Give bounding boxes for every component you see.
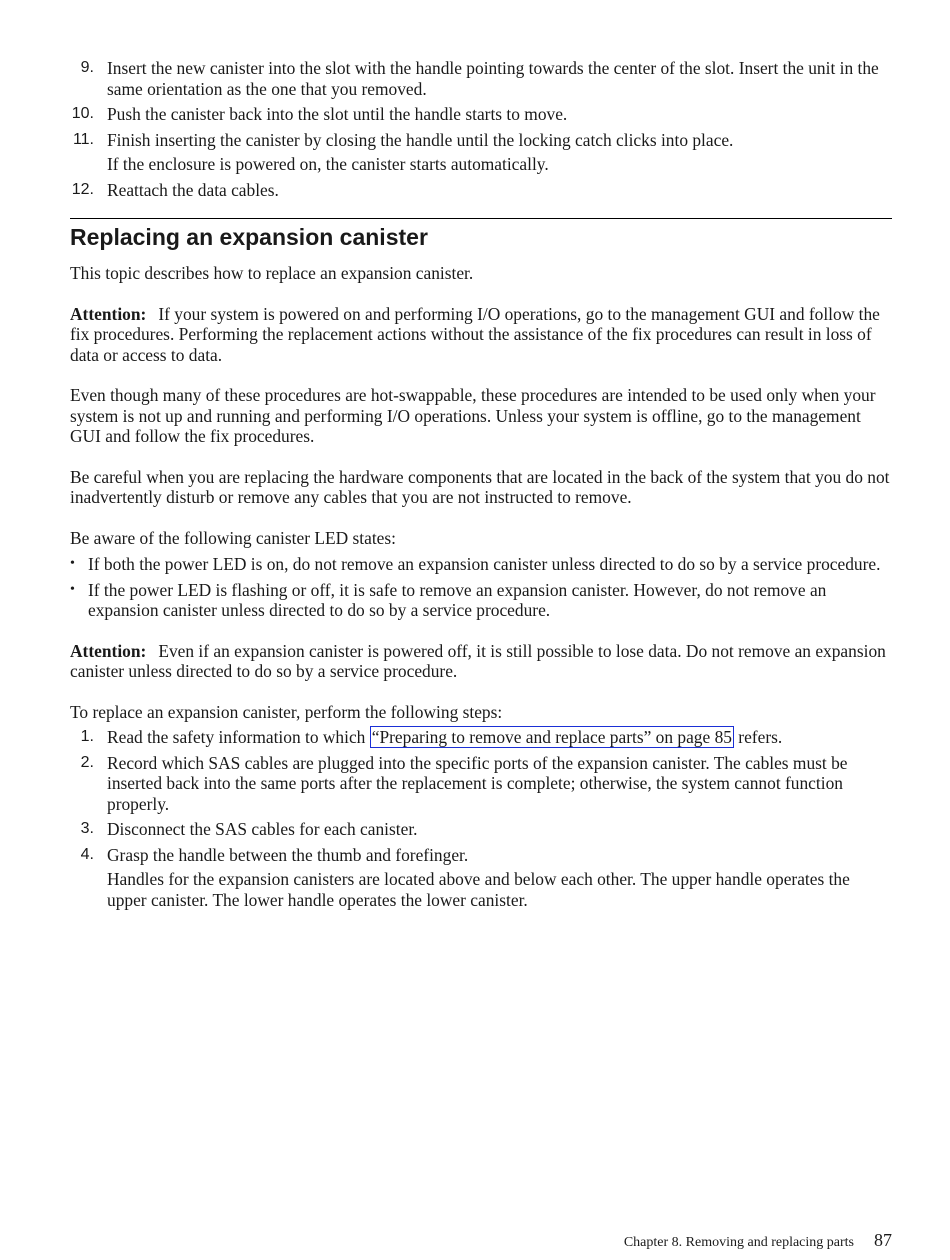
attention-paragraph [70,304,892,366]
bullet-icon: • [70,581,75,597]
list-item [70,580,892,621]
step-item [70,130,892,175]
led-state-list [70,554,892,621]
step-item [70,104,892,125]
step-text: Push the canister back into the slot until the handle starts to move. [107,104,568,124]
step-number: 2. [80,753,94,771]
step-item [70,845,892,911]
page-number: 87 [874,1230,892,1250]
safety-info-link[interactable]: “Preparing to remove and replace parts” on page 85 [371,727,732,747]
section-divider [70,218,892,219]
step-text: Reattach the data cables. [107,179,279,200]
document-page [70,58,892,915]
step-number: 4. [80,845,94,863]
step-text: Disconnect the SAS cables for each canister. [107,819,418,839]
steps-intro: To replace an expansion canister, perform the following steps: [70,701,503,722]
page-footer [624,1230,892,1253]
step-number: 9. [80,59,94,76]
step-item [70,58,892,99]
attention-label: Attention: [70,303,147,324]
step-number: 12. [71,180,94,198]
continued-steps-list [70,58,892,200]
intro-paragraph: This topic describes how to replace an expansion canister. [70,263,474,283]
section-title: Replacing an expansion canister [70,224,428,250]
attention-text: Even if an expansion canister is powered off, it is still possible to lose data. Do not remove an expansion canister unless directed to do so by a service procedure. [70,640,886,681]
step-number: 11. [72,130,94,148]
step-note: Handles for the expansion canisters are located above and below each other. The upper handle operates the upper canister. The lower handle operates the lower canister. [107,869,850,910]
step-text: Grasp the handle between the thumb and forefinger. [107,844,469,865]
step-text: Finish inserting the canister by closing the handle until the locking catch clicks into place. [107,129,734,150]
step-text: Insert the new canister into the slot with the handle pointing towards the center of the slot. Insert the unit in the same orientation as the one that you removed. [107,58,879,99]
step-item [70,819,892,840]
led-intro: Be aware of the following canister LED states: [70,527,396,548]
bullet-text: If the power LED is flashing or off, it is safe to remove an expansion canister. However, do not remove an expansion canister unless directed to do so by a service procedure. [88,579,827,620]
chapter-title: Chapter 8. Removing and replacing parts [623,1235,854,1250]
step-text: Read the safety information to which [107,727,370,747]
step-number: 3. [80,820,94,837]
bullet-icon: • [70,556,75,571]
careful-paragraph: Be careful when you are replacing the hardware components that are located in the back of the system that you do not inadvertently disturb or remove any cables that you are not instructed to remove. [70,466,890,507]
step-number: 10. [71,105,94,122]
step-note: If the enclosure is powered on, the canister starts automatically. [107,154,549,174]
hotswap-paragraph: Even though many of these procedures are hot-swappable, these procedures are intended to be used only when your system is not up and running and performing I/O operations. Unless your system is offline, go to the management GUI and follow the fix procedures. [70,385,876,446]
step-item [70,180,892,201]
step-text: refers. [733,727,783,747]
step-item [70,753,892,815]
step-item [70,727,892,748]
step-number: 1. [80,728,94,745]
list-item [70,554,892,575]
step-text: Record which SAS cables are plugged into the specific ports of the expansion canister. The cables must be inserted back into the same ports after the replacement is complete; otherwise, the system cannot function properly. [107,752,848,814]
bullet-text: If both the power LED is on, do not remove an expansion canister unless directed to do so by a service procedure. [88,554,881,574]
attention-text: If your system is powered on and performing I/O operations, go to the management GUI and follow the fix procedures. Performing the replacement actions without the assistance of the fix procedures can result in loss of data or access to data. [70,303,880,365]
attention-paragraph [70,641,892,682]
replacement-steps-list [70,727,892,910]
attention-label: Attention: [70,640,147,661]
